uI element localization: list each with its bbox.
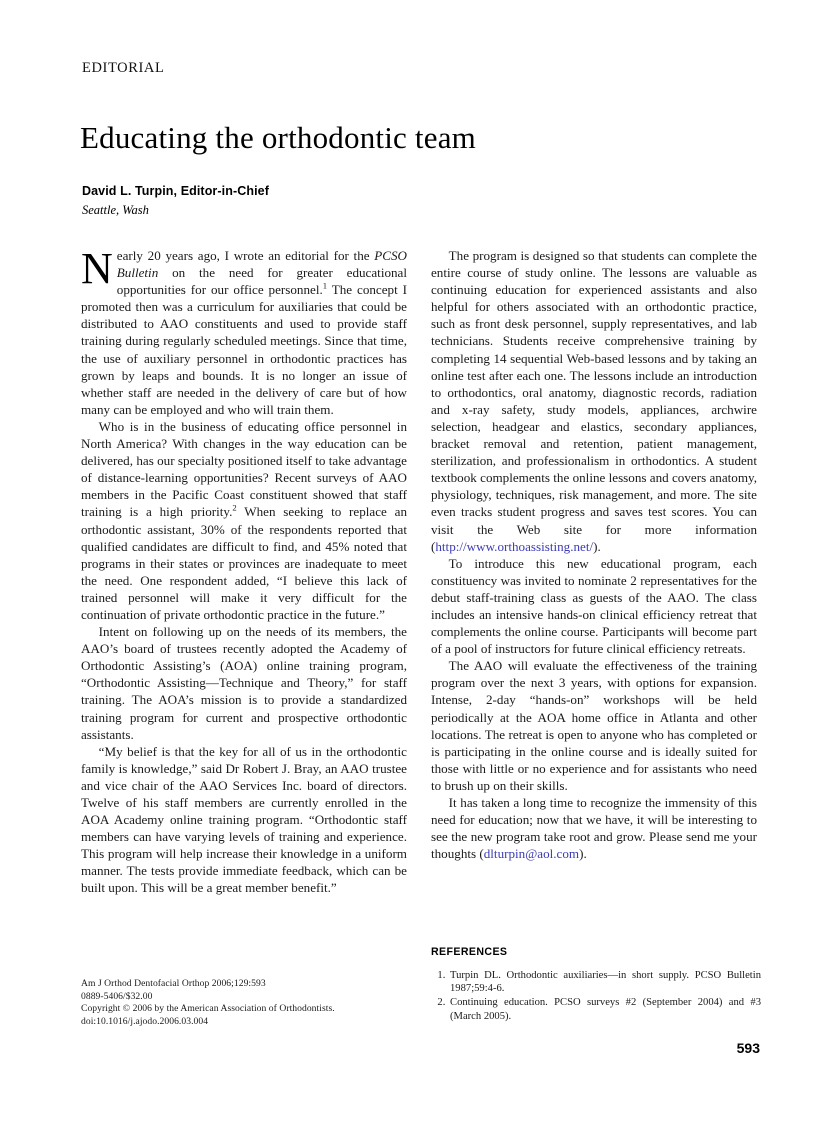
body-column-left <box>81 244 408 897</box>
paragraph-2-part-a: Who is in the business of educating office personnel in North America? With changes in the way education can be delivered, has our specialty positioned itself to take advantage of distance-learning opportunities? Recent surveys of AAO members in the Pacific Coast constituent showed that staff training is a high priority. <box>81 418 407 520</box>
section-label: EDITORIAL <box>82 60 165 76</box>
paragraph-2 <box>81 418 407 623</box>
paragraph-7: The AAO will evaluate the effectiveness of the training program over the next 3 years, with options for expansion. Intense, 2-day “hands-on” workshops will be held periodically at the AOA home office in Atlanta and other locations. The retreat is open to anyone who has completed or is participating in the online course and is ideally suited for those with little or no experience and for assistants who need to brush up on their skills. <box>431 658 757 793</box>
paragraph-6: To introduce this new educational program, each constituency was invited to nominate 2 representatives for the debut staff-training class as guests of the AAO. The class includes an intensive hands-on clinical efficiency retreat that complements the online course. Participants will become part of a pool of instructors for future clinical efficiency retreats. <box>431 555 757 657</box>
page-title: Educating the orthodontic team <box>80 120 476 155</box>
citation-block <box>81 978 411 1028</box>
paragraph-3: Intent on following up on the needs of its members, the AAO’s board of trustees recently adopted the Academy of Orthodontic Assisting’s (AOA) online training program, “Orthodontic Assisting—Technique and Theory,” for staff training. The AOA’s mission is to provide a standardized training program for current and prospective orthodontic assistants. <box>81 624 407 742</box>
drop-cap: N <box>81 244 113 293</box>
footnote-marker-2[interactable]: 2 <box>232 503 237 514</box>
journal-name-italic: PCSO Bulletin <box>116 248 407 281</box>
paragraph-1-part-c: The concept I promoted then was a curriculum for auxiliaries that could be distributed to AAO constituents and used to provide staff training during regularly scheduled meetings. Since that time, the use of auxiliary personnel in orthodontic practices has grown by leaps and bounds. It is no longer an issue of whether staff are needed in the delivery of care but of how many can be employed and who will train them. <box>81 282 408 417</box>
references-section <box>431 946 761 1024</box>
paragraph-8-part-b: ). <box>579 846 587 862</box>
paragraph-8 <box>431 794 757 862</box>
paragraph-5-part-b: ). <box>593 538 601 554</box>
page-number: 593 <box>736 1040 760 1056</box>
paragraph-1-part-a: early 20 years ago, I wrote an editorial for the <box>116 248 375 263</box>
citation-line-journal: Am J Orthod Dentofacial Orthop 2006;129:593 <box>81 978 266 989</box>
paragraph-1-part-b: on the need for greater educational opportunities for our office personnel. <box>116 265 407 298</box>
paragraph-8-part-a: It has taken a long time to recognize the immensity of this need for education; now that we have, it will be interesting to see the new program take root and grow. Please send me your thoughts ( <box>431 795 757 862</box>
paragraph-5 <box>431 247 757 555</box>
reference-item: 2. Continuing education. PCSO surveys #2 (September 2004) and #3 (March 2005). <box>448 996 761 1023</box>
paragraph-4: “My belief is that the key for all of us in the orthodontic family is knowledge,” said Dr Robert J. Bray, an AAO trustee and vice chair of the AAO Services Inc. board of directors. Twelve of his staff members are currently enrolled in the AOA Academy online training program. “Orthodontic staff members can have varying levels of training and experience. This program will help increase their knowledge in a uniform manner. The tests provide immediate feedback, which can be built upon. This will be a great member benefit.” <box>81 743 407 896</box>
paragraph-5-part-a: The program is designed so that students can complete the entire course of study online. The lessons are valuable as continuing education for experienced assistants and also helpful for others associated with an orthodontic practice, such as front desk personnel, supply representatives, and lab technicians. Students receive comprehensive training by completing 14 sequential Web-based lessons and by taking an online test after each one. The lessons include an introduction to orthodontics, oral anatomy, diagnostic records, radiation and x-ray safety, study models, appliances, archwire selection, headgear and elastics, secondary appliances, bracket removal and retention, patient management, sterilization, and professionalism in orthodontics. A student textbook complements the online lessons and covers anatomy, physiology, techniques, risk management, and more. The site even tracks student progress and saves test scores. You can visit the Web site for more information ( <box>431 248 757 554</box>
citation-line-copyright: Copyright © 2006 by the American Association of Orthodontists. <box>81 1003 335 1015</box>
reference-item: 1. Turpin DL. Orthodontic auxiliaries—in short supply. PCSO Bulletin 1987;59:4-6. <box>448 969 761 996</box>
paragraph-1 <box>81 244 408 418</box>
orthoassisting-website-link[interactable]: http://www.orthoassisting.net/ <box>435 538 594 554</box>
references-list <box>431 969 761 1023</box>
body-column-right <box>431 247 757 862</box>
footnote-marker-1[interactable]: 1 <box>322 280 328 291</box>
references-heading: REFERENCES <box>431 946 508 958</box>
paragraph-2-part-b: When seeking to replace an orthodontic assistant, 30% of the respondents reported that qualified candidates are difficult to find, and 45% noted that programs in their states or provinces are inadequate to meet the need. One respondent added, “I believe this lack of trained personnel will make it very difficult for the continuation of private orthodontic practice in the future.” <box>81 504 407 622</box>
author-byline: David L. Turpin, Editor-in-Chief <box>82 184 269 198</box>
editor-email-link[interactable]: dlturpin@aol.com <box>483 846 580 862</box>
citation-line-issn: 0889-5406/$32.00 <box>81 990 153 1002</box>
author-location: Seattle, Wash <box>82 203 149 217</box>
citation-line-doi: doi:10.1016/j.ajodo.2006.03.004 <box>81 1015 209 1027</box>
